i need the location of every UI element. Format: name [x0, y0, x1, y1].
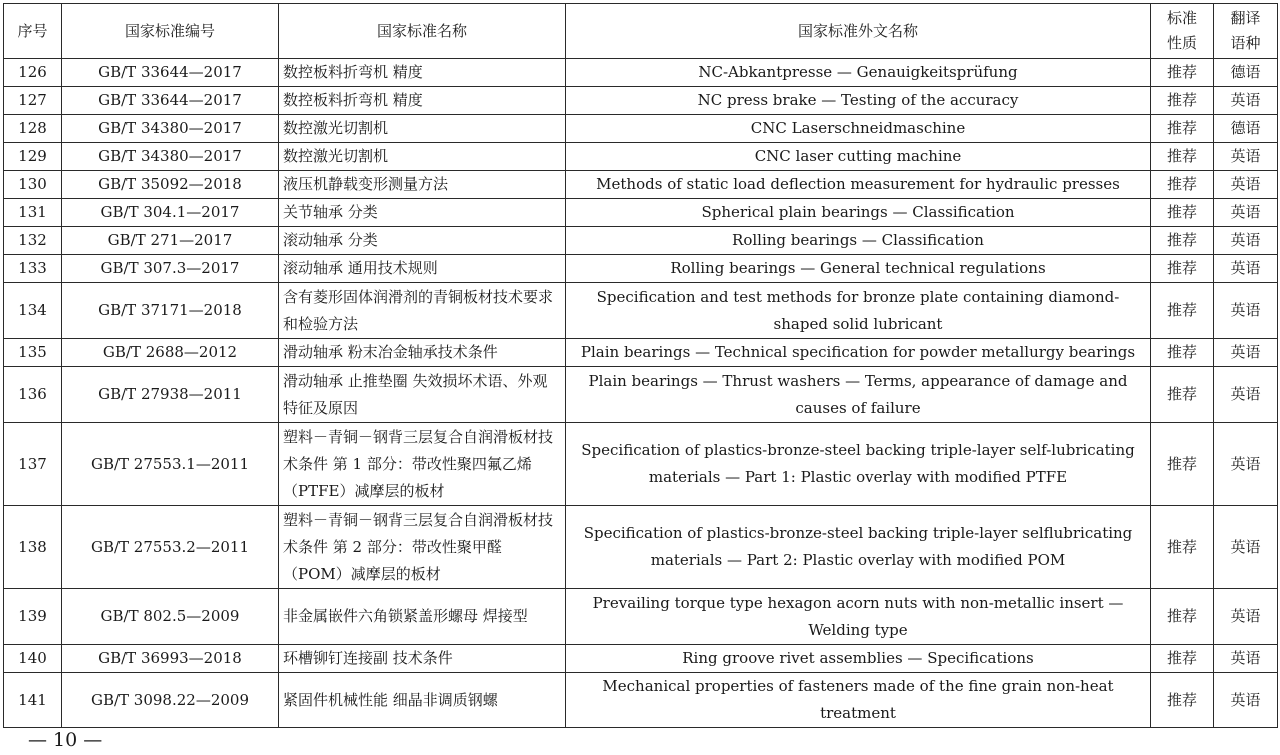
- table-body: [4, 59, 1278, 728]
- cell-standard-code: GB/T 27553.1—2011: [62, 423, 279, 506]
- cell-translation-language: 英语: [1214, 255, 1278, 283]
- cell-standard-nature: 推荐: [1151, 255, 1214, 283]
- cell-standard-name: 数控板料折弯机 精度: [279, 59, 566, 87]
- cell-standard-code: GB/T 37171—2018: [62, 283, 279, 339]
- cell-serial-no: 130: [4, 171, 62, 199]
- cell-standard-code: GB/T 35092—2018: [62, 171, 279, 199]
- cell-serial-no: 139: [4, 589, 62, 645]
- cell-standard-code: GB/T 33644—2017: [62, 87, 279, 115]
- header-standard-nature-line1: 标准: [1166, 9, 1197, 27]
- cell-standard-name: 数控板料折弯机 精度: [279, 87, 566, 115]
- cell-foreign-name: CNC laser cutting machine: [566, 143, 1151, 171]
- cell-standard-name: 含有菱形固体润滑剂的青铜板材技术要求和检验方法: [279, 283, 566, 339]
- cell-foreign-name: Prevailing torque type hexagon acorn nuts with non-metallic insert — Welding type: [566, 589, 1151, 645]
- cell-serial-no: 126: [4, 59, 62, 87]
- cell-foreign-name: CNC Laserschneidmaschine: [566, 115, 1151, 143]
- cell-foreign-name: Specification of plastics-bronze-steel backing triple-layer selflubricating materials — Part 2: Plastic overlay with modified POM: [566, 506, 1151, 589]
- cell-foreign-name: Plain bearings — Technical specification for powder metallurgy bearings: [566, 339, 1151, 367]
- cell-standard-nature: 推荐: [1151, 645, 1214, 673]
- cell-translation-language: 英语: [1214, 283, 1278, 339]
- cell-serial-no: 138: [4, 506, 62, 589]
- table-row: [4, 87, 1278, 115]
- cell-foreign-name: Spherical plain bearings — Classification: [566, 199, 1151, 227]
- table-row: [4, 339, 1278, 367]
- cell-standard-name: 关节轴承 分类: [279, 199, 566, 227]
- cell-standard-nature: 推荐: [1151, 339, 1214, 367]
- table-row: [4, 143, 1278, 171]
- cell-standard-name: 非金属嵌件六角锁紧盖形螺母 焊接型: [279, 589, 566, 645]
- header-translation-language-line1: 翻译: [1230, 9, 1261, 27]
- cell-translation-language: 德语: [1214, 59, 1278, 87]
- cell-serial-no: 133: [4, 255, 62, 283]
- cell-foreign-name: Specification of plastics-bronze-steel backing triple-layer self-lubricating materials — Part 1: Plastic overlay with modified PTFE: [566, 423, 1151, 506]
- cell-standard-code: GB/T 33644—2017: [62, 59, 279, 87]
- table-row: [4, 255, 1278, 283]
- cell-standard-nature: 推荐: [1151, 283, 1214, 339]
- cell-serial-no: 131: [4, 199, 62, 227]
- cell-translation-language: 英语: [1214, 339, 1278, 367]
- cell-standard-code: GB/T 304.1—2017: [62, 199, 279, 227]
- cell-standard-code: GB/T 27938—2011: [62, 367, 279, 423]
- cell-foreign-name: Specification and test methods for bronze plate containing diamond-shaped solid lubricant: [566, 283, 1151, 339]
- cell-standard-name: 环槽铆钉连接副 技术条件: [279, 645, 566, 673]
- table-row: [4, 673, 1278, 728]
- cell-standard-nature: 推荐: [1151, 227, 1214, 255]
- table-row: [4, 367, 1278, 423]
- header-standard-nature: [1151, 4, 1214, 59]
- cell-foreign-name: Plain bearings — Thrust washers — Terms, appearance of damage and causes of failure: [566, 367, 1151, 423]
- cell-serial-no: 134: [4, 283, 62, 339]
- table-row: [4, 423, 1278, 506]
- cell-standard-name: 紧固件机械性能 细晶非调质钢螺: [279, 673, 566, 728]
- table-row: [4, 115, 1278, 143]
- cell-translation-language: 英语: [1214, 199, 1278, 227]
- cell-standard-name: 液压机静载变形测量方法: [279, 171, 566, 199]
- cell-translation-language: 英语: [1214, 645, 1278, 673]
- cell-standard-code: GB/T 2688—2012: [62, 339, 279, 367]
- cell-standard-name: 塑料－青铜－钢背三层复合自润滑板材技术条件 第 1 部分：带改性聚四氟乙烯（PTFE）减摩层的板材: [279, 423, 566, 506]
- table-row: [4, 171, 1278, 199]
- cell-standard-name: 数控激光切割机: [279, 115, 566, 143]
- page-number: — 10 —: [28, 729, 103, 751]
- cell-translation-language: 德语: [1214, 115, 1278, 143]
- cell-foreign-name: NC press brake — Testing of the accuracy: [566, 87, 1151, 115]
- cell-standard-nature: 推荐: [1151, 506, 1214, 589]
- header-standard-name: 国家标准名称: [279, 4, 566, 59]
- cell-serial-no: 135: [4, 339, 62, 367]
- cell-translation-language: 英语: [1214, 423, 1278, 506]
- cell-standard-nature: 推荐: [1151, 589, 1214, 645]
- header-translation-language-line2: 语种: [1230, 34, 1261, 52]
- table-row: [4, 506, 1278, 589]
- cell-standard-name: 滑动轴承 止推垫圈 失效损坏术语、外观特征及原因: [279, 367, 566, 423]
- cell-foreign-name: Methods of static load deflection measurement for hydraulic presses: [566, 171, 1151, 199]
- cell-standard-code: GB/T 27553.2—2011: [62, 506, 279, 589]
- cell-serial-no: 129: [4, 143, 62, 171]
- standards-table-sheet: [3, 3, 1278, 728]
- cell-standard-nature: 推荐: [1151, 171, 1214, 199]
- cell-foreign-name: Mechanical properties of fasteners made of the fine grain non-heat treatment: [566, 673, 1151, 728]
- cell-standard-nature: 推荐: [1151, 199, 1214, 227]
- cell-translation-language: 英语: [1214, 171, 1278, 199]
- cell-serial-no: 132: [4, 227, 62, 255]
- cell-serial-no: 141: [4, 673, 62, 728]
- cell-standard-name: 滚动轴承 通用技术规则: [279, 255, 566, 283]
- cell-translation-language: 英语: [1214, 87, 1278, 115]
- cell-translation-language: 英语: [1214, 227, 1278, 255]
- cell-standard-nature: 推荐: [1151, 673, 1214, 728]
- cell-standard-code: GB/T 34380—2017: [62, 143, 279, 171]
- cell-serial-no: 127: [4, 87, 62, 115]
- table-header-row: [4, 4, 1278, 59]
- cell-foreign-name: NC-Abkantpresse — Genauigkeitsprüfung: [566, 59, 1151, 87]
- cell-foreign-name: Rolling bearings — General technical regulations: [566, 255, 1151, 283]
- cell-standard-code: GB/T 3098.22—2009: [62, 673, 279, 728]
- cell-translation-language: 英语: [1214, 506, 1278, 589]
- table-row: [4, 283, 1278, 339]
- cell-serial-no: 128: [4, 115, 62, 143]
- cell-serial-no: 136: [4, 367, 62, 423]
- standards-table: [3, 3, 1278, 728]
- cell-standard-nature: 推荐: [1151, 87, 1214, 115]
- cell-standard-name: 滑动轴承 粉末冶金轴承技术条件: [279, 339, 566, 367]
- cell-foreign-name: Ring groove rivet assemblies — Specifications: [566, 645, 1151, 673]
- cell-standard-code: GB/T 34380—2017: [62, 115, 279, 143]
- cell-standard-nature: 推荐: [1151, 367, 1214, 423]
- table-row: [4, 199, 1278, 227]
- cell-foreign-name: Rolling bearings — Classification: [566, 227, 1151, 255]
- header-standard-code: 国家标准编号: [62, 4, 279, 59]
- cell-standard-nature: 推荐: [1151, 59, 1214, 87]
- cell-standard-name: 滚动轴承 分类: [279, 227, 566, 255]
- cell-serial-no: 137: [4, 423, 62, 506]
- cell-standard-nature: 推荐: [1151, 143, 1214, 171]
- table-row: [4, 59, 1278, 87]
- cell-standard-code: GB/T 307.3—2017: [62, 255, 279, 283]
- cell-translation-language: 英语: [1214, 589, 1278, 645]
- cell-standard-code: GB/T 802.5—2009: [62, 589, 279, 645]
- table-row: [4, 645, 1278, 673]
- cell-translation-language: 英语: [1214, 673, 1278, 728]
- cell-standard-nature: 推荐: [1151, 115, 1214, 143]
- header-translation-language: [1214, 4, 1278, 59]
- header-standard-nature-line2: 性质: [1166, 34, 1197, 52]
- header-foreign-name: 国家标准外文名称: [566, 4, 1151, 59]
- cell-serial-no: 140: [4, 645, 62, 673]
- cell-standard-name: 数控激光切割机: [279, 143, 566, 171]
- table-row: [4, 227, 1278, 255]
- cell-translation-language: 英语: [1214, 143, 1278, 171]
- cell-standard-code: GB/T 271—2017: [62, 227, 279, 255]
- cell-translation-language: 英语: [1214, 367, 1278, 423]
- cell-standard-code: GB/T 36993—2018: [62, 645, 279, 673]
- cell-standard-nature: 推荐: [1151, 423, 1214, 506]
- cell-standard-name: 塑料－青铜－钢背三层复合自润滑板材技术条件 第 2 部分：带改性聚甲醛（POM）减摩层的板材: [279, 506, 566, 589]
- header-serial-no: 序号: [4, 4, 62, 59]
- table-row: [4, 589, 1278, 645]
